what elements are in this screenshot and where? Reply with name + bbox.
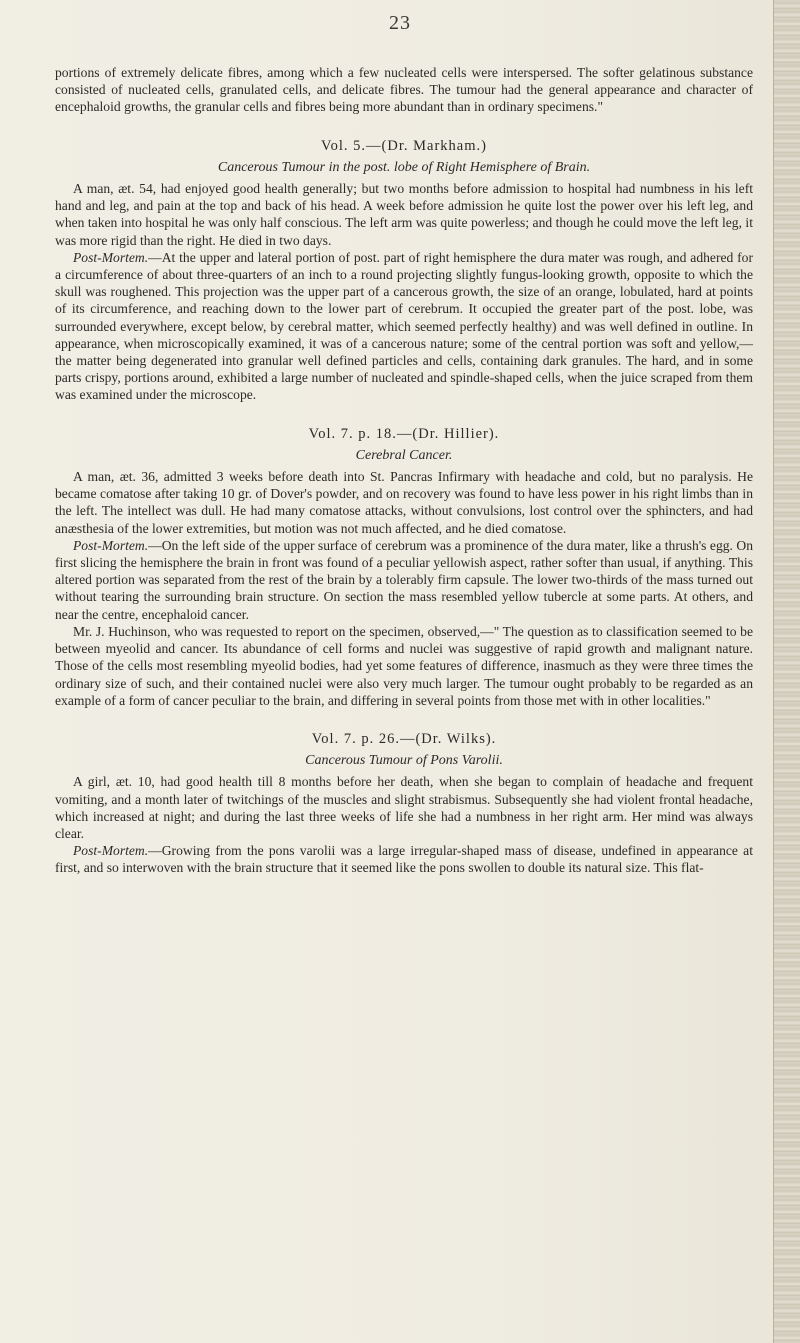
section-heading: Vol. 7. p. 26.—(Dr. Wilks).	[311, 730, 497, 747]
post-mortem-paragraph	[55, 842, 753, 876]
case-paragraph: A girl, æt. 10, had good health till 8 months before her death, when she began to complain of headache and frequent vomiting, and a month later of twitchings of the muscles and slight strabismus. Subsequently she had violent frontal headache, which increased at night; and during the last three weeks of life she had a numbness in her right arm. Her mind was always clear.	[55, 774, 753, 841]
intro-paragraph: portions of extremely delicate fibres, among which a few nucleated cells were interspersed. The softer gelatinous substance consisted of nucleated cells, granulated cells, and delicate fibres. The tumour had the general appearance and character of encephaloid growths, the granular cells and fibres being more abundant than in ordinary specimens."	[55, 65, 753, 115]
section-heading: Vol. 5.—(Dr. Markham.)	[321, 137, 487, 154]
page-number: 23	[389, 12, 411, 34]
spacer	[55, 709, 753, 731]
case-section-wilks	[55, 731, 753, 877]
spacer	[55, 116, 753, 138]
page-body	[55, 64, 753, 877]
post-mortem-label: Post-Mortem.	[73, 537, 149, 553]
post-mortem-label: Post-Mortem.	[73, 843, 149, 859]
post-mortem-paragraph	[55, 249, 753, 404]
section-heading: Vol. 7. p. 18.—(Dr. Hillier).	[308, 425, 500, 442]
section-subheading: Cancerous Tumour in the post. lobe of Right Hemisphere of Brain.	[217, 159, 591, 175]
case-paragraph: A man, æt. 54, had enjoyed good health generally; but two months before admission to hospital had numbness in his left hand and leg, and pain at the top and back of his head. A week before admission he quite lost the power over his left leg, and when taken into hospital he was only half conscious. The left arm was quite powerless; and though he could move the left leg, it was more rigid than the right. He died in two days.	[55, 181, 753, 248]
case-section-hillier	[55, 426, 753, 709]
report-paragraph: Mr. J. Huchinson, who was requested to report on the specimen, observed,—" The question as to classification seemed to be between myeolid and cancer. Its abundance of cell forms and nuclei was suggestive of rapid growth and malignant nature. Those of the cells most resembling myeolid bodies, had yet some features of difference, inasmuch as they were three times the ordinary size of such, and their contained nuclei were also very much larger. The tumour ought probably to be regarded as an example of a form of cancer peculiar to the brain, and differing in several points from those met with in other localities."	[55, 623, 753, 708]
page-edge-shadow	[773, 0, 800, 1343]
post-mortem-text: —Growing from the pons varolii was a large irregular-shaped mass of disease, undefined in appearance at first, and so interwoven with the brain structure that it seemed like the pons swollen to double its natural size. This flat-	[55, 843, 753, 876]
case-paragraph: A man, æt. 36, admitted 3 weeks before death into St. Pancras Infirmary with headache and cold, but no paralysis. He became comatose after taking 10 gr. of Dover's powder, and on recovery was found to have less power in his right limbs than in the left. The intellect was dull. He had many comatose attacks, without convulsions, lost control over the sphincters, and had anæsthesia of the lower extremities, but motion was not much affected, and he died comatose.	[55, 469, 753, 536]
section-subheading: Cerebral Cancer.	[355, 447, 453, 463]
post-mortem-text: —On the left side of the upper surface of cerebrum was a prominence of the dura mater, like a thrush's egg. On first slicing the hemisphere the brain in front was found of a peculiar yellowish aspect, rather softer than usual, if anything. This altered portion was separated from the rest of the brain by a tolerably firm capsule. The lower two-thirds of the mass turned out without tearing the surrounding brain structure. On section the mass resembled yellow tubercle at some parts. At others, and near the centre, encephaloid cancer.	[55, 537, 753, 622]
post-mortem-text: —At the upper and lateral portion of post. part of right hemisphere the dura mater was rough, and adhered for a circumference of about three-quarters of an inch to a round projecting slightly fungus-looking growth, opposite to which the skull was roughened. This projection was the upper part of a cancerous growth, the size of an orange, lobulated, hard at points of its circumference, and reaching down to the lower part of cerebrum. It occupied the greater part of the post. lobe, was surrounded everywhere, except below, by cerebral matter, which seemed perfectly healthy) and was well defined in outline. In appearance, when microscopically examined, it was of a cancerous nature; some of the central portion was soft and yellow,—the matter being degenerated into granular well defined particles and cells, containing dark granules. The hard, and in some parts crispy, portions around, exhibited a large number of nucleated and spindle-shaped cells, when the juice scraped from them was examined under the microscope.	[55, 249, 753, 403]
section-subheading: Cancerous Tumour of Pons Varolii.	[305, 753, 503, 769]
case-section-markham	[55, 138, 753, 404]
spacer	[55, 404, 753, 426]
post-mortem-paragraph	[55, 537, 753, 623]
post-mortem-label: Post-Mortem.	[73, 249, 149, 265]
